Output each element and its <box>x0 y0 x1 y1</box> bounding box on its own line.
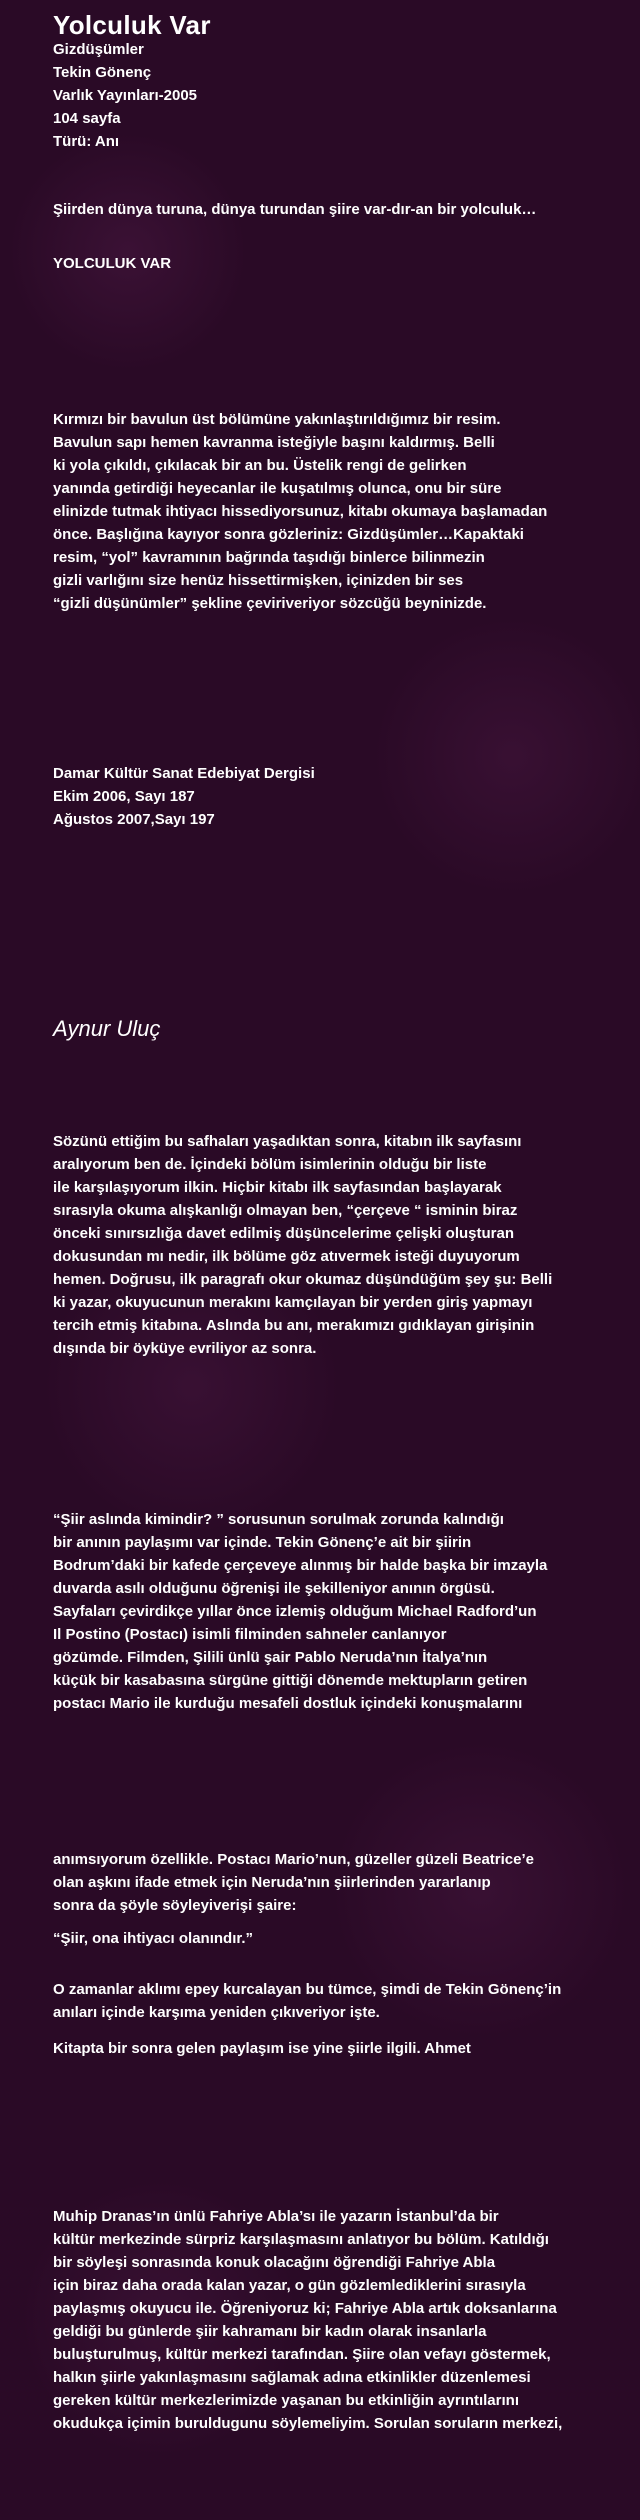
paragraph-line: dokusundan mı nedir, ilk bölüme göz atıvermek isteği duyuyorum <box>53 1248 520 1265</box>
paragraph-4 <box>53 1848 633 1917</box>
paragraph-line: Sayfaları çevirdikçe yıllar önce izlemiş olduğum Michael Radford’un <box>53 1603 537 1620</box>
paragraph-line: önceki sınırsızlığa davet edilmiş düşüncelerime çelişki oluşturan <box>53 1225 515 1242</box>
paragraph-line: Bavulun sapı hemen kavranma isteğiyle başını kaldırmış. Belli <box>53 434 495 451</box>
paragraph-line: hemen. Doğrusu, ilk paragrafı okur okumaz düşündüğüm şey şu: Belli <box>53 1271 553 1288</box>
author-name: Aynur Uluç <box>53 1016 161 1041</box>
book-author: Tekin Gönenç <box>53 64 152 81</box>
paragraph-line: Kitapta bir sonra gelen paylaşım ise yine şiirle ilgili. Ahmet <box>53 2040 471 2057</box>
paragraph-line: kültür merkezinde sürpriz karşılaşmasını anlatıyor bu bölüm. Katıldığı <box>53 2231 549 2248</box>
book-title: Gizdüşümler <box>53 41 144 58</box>
paragraph-line: Il Postino (Postacı) isimli filminden sahneler canlanıyor <box>53 1626 447 1643</box>
source-magazine: Damar Kültür Sanat Edebiyat Dergisi <box>53 765 315 782</box>
book-pages: 104 sayfa <box>53 110 121 127</box>
page-title: Yolculuk Var <box>53 10 211 40</box>
paragraph-line: anımsıyorum özellikle. Postacı Mario’nun, güzeller güzeli Beatrice’e <box>53 1851 534 1868</box>
paragraph-line: Muhip Dranas’ın ünlü Fahriye Abla’sı ile yazarın İstanbul’da bir <box>53 2208 499 2225</box>
paragraph-line: gereken kültür merkezlerimizde yaşanan bu etkinliğin ayrıntılarını <box>53 2392 519 2409</box>
paragraph-line: ki yazar, okuyucunun merakını kamçılayan bir yerden giriş yapmayı <box>53 1294 533 1311</box>
paragraph-5 <box>53 1978 633 2024</box>
paragraph-line: halkın şiirle yakınlaşmasını sağlamak adına etkinlikler düzenlemesi <box>53 2369 531 2386</box>
paragraph-line: bir anının paylaşımı var içinde. Tekin Gönenç’e ait bir şiirin <box>53 1534 472 1551</box>
paragraph-line: anıları içinde karşıma yeniden çıkıveriyor işte. <box>53 2004 380 2021</box>
paragraph-line: O zamanlar aklımı epey kurcalayan bu tümce, şimdi de Tekin Gönenç’in <box>53 1981 562 1998</box>
paragraph-line: postacı Mario ile kurduğu mesafeli dostluk içindeki konuşmalarını <box>53 1695 523 1712</box>
quote-text: “Şiir, ona ihtiyacı olanındır.” <box>53 1930 254 1947</box>
paragraph-line: Kırmızı bir bavulun üst bölümüne yakınlaştırıldığımız bir resim. <box>53 411 501 428</box>
paragraph-line: geldiği bu günlerde şiir kahramanı bir kadın olarak insanlarla <box>53 2323 487 2340</box>
paragraph-line: önce. Başlığına kayıyor sonra gözleriniz: Gizdüşümler…Kapaktaki <box>53 526 524 543</box>
paragraph-line: yanında getirdiği heyecanlar ile kuşatılmış olunca, onu bir süre <box>53 480 502 497</box>
paragraph-line: gizli varlığını size henüz hissettirmişken, içinizden bir ses <box>53 572 464 589</box>
intro-line <box>53 198 633 221</box>
paragraph-3 <box>53 1508 633 1715</box>
paragraph-line: aralıyorum ben de. İçindeki bölüm isimlerinin olduğu bir liste <box>53 1156 487 1173</box>
poem-quote <box>53 1927 633 1950</box>
paragraph-line: olan aşkını ifade etmek için Neruda’nın şiirlerinden yararlanıp <box>53 1874 491 1891</box>
source-issue-2: Ağustos 2007,Sayı 197 <box>53 811 215 828</box>
source-citation <box>53 762 633 831</box>
paragraph-line: okudukça içimin buruldugunu söylemeliyim. Sorulan soruların merkezi, <box>53 2415 563 2432</box>
paragraph-line: dışında bir öyküye evriliyor az sonra. <box>53 1340 317 1357</box>
source-issue-1: Ekim 2006, Sayı 187 <box>53 788 195 805</box>
paragraph-line: elinizde tutmak ihtiyacı hissediyorsunuz, kitabı okumaya başlamadan <box>53 503 548 520</box>
paragraph-1 <box>53 408 633 615</box>
section-label-text: YOLCULUK VAR <box>53 255 172 272</box>
paragraph-line: sonra da şöyle söyleyiverişi şaire: <box>53 1897 297 1914</box>
paragraph-line: buluşturulmuş, kültür merkezi tarafından. Şiire olan vefayı göstermek, <box>53 2346 551 2363</box>
paragraph-2 <box>53 1130 633 1360</box>
paragraph-line: ki yola çıkıldı, çıkılacak bir an bu. Üstelik rengi de gelirken <box>53 457 467 474</box>
book-publisher: Varlık Yayınları-2005 <box>53 87 198 104</box>
book-genre: Türü: Anı <box>53 133 120 150</box>
paragraph-line: “Şiir aslında kimindir? ” sorusunun sorulmak zorunda kalındığı <box>53 1511 504 1528</box>
paragraph-line: resim, “yol” kavramının bağrında taşıdığı binlerce bilinmezin <box>53 549 485 566</box>
paragraph-line: gözümde. Filmden, Şilili ünlü şair Pablo Neruda’nın İtalya’nın <box>53 1649 488 1666</box>
paragraph-line: duvarda asılı olduğunu öğrenişi ile şekilleniyor anının örgüsü. <box>53 1580 495 1597</box>
paragraph-line: Bodrum’daki bir kafede çerçeveye alınmış bir halde başka bir imzayla <box>53 1557 548 1574</box>
paragraph-7 <box>53 2205 633 2435</box>
intro-text: Şiirden dünya turuna, dünya turundan şiire var-dır-an bir yolculuk… <box>53 201 537 218</box>
paragraph-line: için biraz daha orada kalan yazar, o gün gözlemlediklerini sırasıyla <box>53 2277 526 2294</box>
paragraph-6 <box>53 2037 633 2060</box>
paragraph-line: bir söyleşi sonrasında konuk olacağını öğrendiği Fahriye Abla <box>53 2254 496 2271</box>
paragraph-line: Sözünü ettiğim bu safhaları yaşadıktan sonra, kitabın ilk sayfasını <box>53 1133 522 1150</box>
paragraph-line: sırasıyla okuma alışkanlığı olmayan ben, “çerçeve “ isminin biraz <box>53 1202 518 1219</box>
book-meta <box>53 38 633 153</box>
paragraph-line: paylaşmış okuyucu ile. Öğreniyoruz ki; Fahriye Abla artık doksanlarına <box>53 2300 557 2317</box>
paragraph-line: tercih etmiş kitabına. Aslında bu anı, merakımızı gıdıklayan girişinin <box>53 1317 535 1334</box>
paragraph-line: “gizli düşünümler” şekline çeviriveriyor sözcüğü beyninizde. <box>53 595 487 612</box>
paragraph-line: ile karşılaşıyorum ilkin. Hiçbir kitabı ilk sayfasından başlayarak <box>53 1179 502 1196</box>
paragraph-line: küçük bir kasabasına sürgüne gittiği dönemde mektupların getiren <box>53 1672 528 1689</box>
section-label <box>53 252 633 275</box>
